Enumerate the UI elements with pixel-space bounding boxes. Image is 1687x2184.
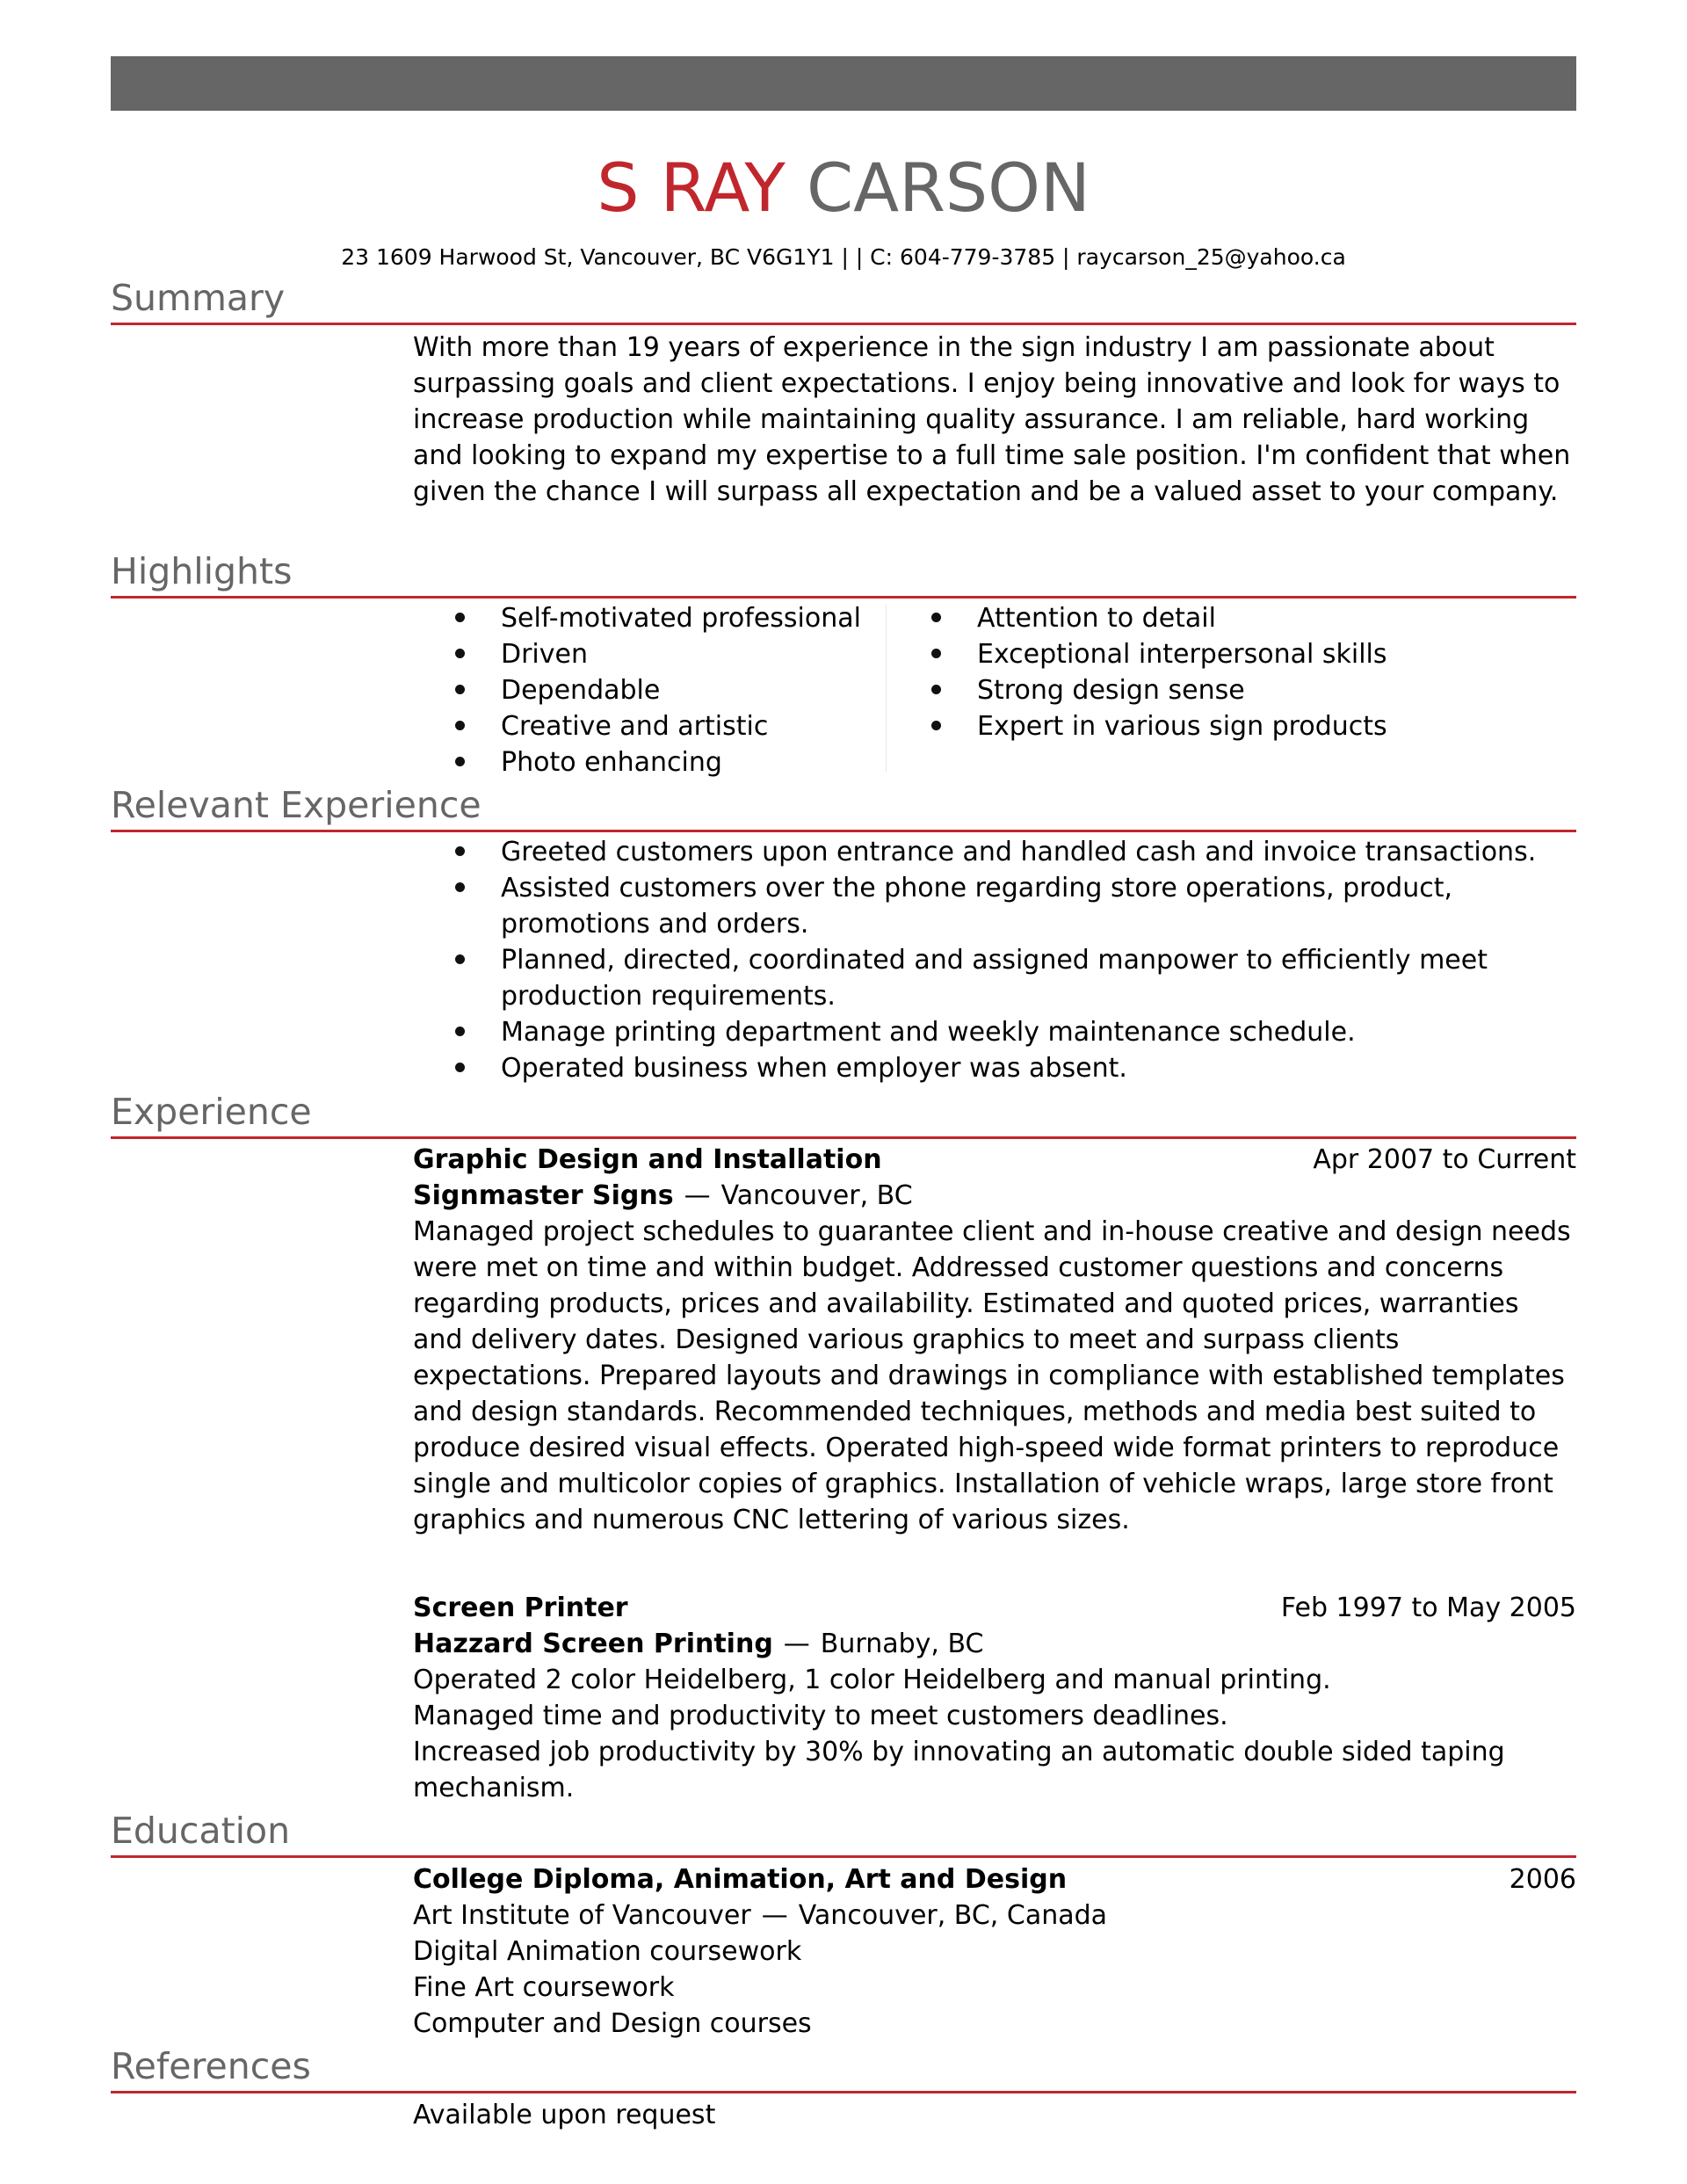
job-title-row	[413, 1590, 1576, 1626]
bullet-icon	[455, 613, 465, 622]
highlights-rule	[111, 596, 1576, 599]
list-item: Greeted customers upon entrance and handled cash and invoice transactions.	[413, 834, 1582, 870]
relevant-experience-heading: Relevant Experience	[111, 784, 481, 826]
references-text: Available upon request	[413, 2100, 716, 2130]
education-degree-row: College Diploma, Animation, Art and Design 2006	[413, 1861, 1576, 1897]
degree: College Diploma	[413, 1864, 655, 1895]
job-location: Vancouver, BC	[720, 1180, 913, 1211]
job-company: Hazzard Screen Printing	[413, 1629, 773, 1659]
job-title: Graphic Design and Installation	[413, 1144, 882, 1175]
job-location: Burnaby, BC	[820, 1629, 984, 1659]
bullet-icon	[455, 649, 465, 658]
list-item: Self-motivated professional	[413, 600, 887, 636]
summary-text: With more than 19 years of experience in the sign industry I am passionate about surpassing goals and client expectations. I enjoy being innovative and look for ways to increase production while maintaining quality assurance. I am reliable, hard working and looking to expand my expertise to a full time sale position. I'm confident that when given the chance I will surpass all expectation and be a valued asset to your company.	[413, 332, 1571, 507]
school-name: Art Institute of Vancouver	[413, 1900, 751, 1931]
bullet-icon	[931, 613, 941, 622]
education-heading: Education	[111, 1810, 291, 1852]
list-item: Photo enhancing	[413, 744, 887, 780]
bullet-icon	[455, 721, 465, 730]
highlights-right-list	[889, 600, 1575, 744]
bullet-icon	[455, 882, 465, 892]
list-item: Expert in various sign products	[889, 708, 1575, 744]
job-title-row	[413, 1142, 1576, 1178]
job-line: Managed time and productivity to meet customers deadlines.	[413, 1701, 1228, 1731]
bullet-icon	[931, 685, 941, 694]
list-item: Exceptional interpersonal skills	[889, 636, 1575, 672]
references-rule	[111, 2091, 1576, 2093]
job-line: Increased job productivity by 30% by innovating an automatic double sided taping mechanism.	[413, 1737, 1505, 1803]
education-line: Computer and Design courses	[413, 2008, 812, 2039]
school-location: Vancouver, BC, Canada	[798, 1900, 1108, 1931]
degree-field: Animation, Art and Design	[673, 1864, 1068, 1895]
list-item: Assisted customers over the phone regarding store operations, product, promotions and orders.	[413, 870, 1582, 942]
job-company-row	[413, 1178, 1576, 1214]
list-item: Creative and artistic	[413, 708, 887, 744]
bullet-icon	[455, 1027, 465, 1036]
bullet-icon	[455, 685, 465, 694]
list-item: Dependable	[413, 672, 887, 708]
list-item: Attention to detail	[889, 600, 1575, 636]
dash-separator: —	[684, 1180, 711, 1211]
list-item: Planned, directed, coordinated and assigned manpower to efficiently meet production requirements.	[413, 942, 1582, 1014]
education-line: Digital Animation coursework	[413, 1936, 802, 1967]
job-company: Signmaster Signs	[413, 1180, 674, 1211]
list-item: Manage printing department and weekly maintenance schedule.	[413, 1014, 1582, 1050]
bullet-icon	[455, 757, 465, 766]
education-line: Fine Art coursework	[413, 1972, 675, 2003]
bullet-icon	[931, 721, 941, 730]
education-school-row	[413, 1897, 1576, 1934]
job-dates: Feb 1997 to May 2005	[1280, 1593, 1576, 1623]
summary-heading: Summary	[111, 277, 286, 319]
education-year: 2006	[1509, 1864, 1576, 1895]
first-name: S RAY	[597, 149, 786, 227]
job-company-row	[413, 1626, 1576, 1662]
highlights-left-list	[413, 600, 887, 780]
job-description: Managed project schedules to guarantee client and in-house creative and design needs were met on time and within budget. Addressed customer questions and concerns regarding products, prices and availability. Estimated and quoted prices, warranties and delivery dates. Designed various graphics to meet and surpass clients expectations. Prepared layouts and drawings in compliance with established templates and design standards. Recommended techniques, methods and media best suited to produce desired visual effects. Operated high-speed wide format printers to reproduce single and multicolor copies of graphics. Installation of vehicle wraps, large store front graphics and numerous CNC lettering of various sizes.	[413, 1216, 1571, 1535]
column-divider	[886, 605, 887, 772]
dash-separator: —	[783, 1629, 810, 1659]
bullet-icon	[455, 846, 465, 856]
bullet-icon	[931, 649, 941, 658]
experience-heading: Experience	[111, 1091, 312, 1133]
job-dates: Apr 2007 to Current	[1313, 1144, 1576, 1175]
relevant-experience-list	[413, 834, 1582, 1086]
candidate-name	[0, 144, 1687, 232]
job-title: Screen Printer	[413, 1593, 628, 1623]
list-item: Operated business when employer was absent.	[413, 1050, 1582, 1086]
summary-rule	[111, 323, 1576, 325]
dash-separator: —	[761, 1900, 788, 1931]
bullet-icon	[455, 1063, 465, 1072]
last-name: CARSON	[807, 149, 1090, 227]
experience-rule	[111, 1136, 1576, 1139]
header-bar	[111, 56, 1576, 111]
job-line: Operated 2 color Heidelberg, 1 color Heidelberg and manual printing.	[413, 1665, 1331, 1695]
contact-info: 23 1609 Harwood St, Vancouver, BC V6G1Y1 | | C: 604-779-3785 | raycarson_25@yahoo.ca	[341, 244, 1346, 270]
list-item: Driven	[413, 636, 887, 672]
references-heading: References	[111, 2045, 311, 2087]
list-item: Strong design sense	[889, 672, 1575, 708]
relevant-experience-rule	[111, 830, 1576, 832]
bullet-icon	[455, 954, 465, 964]
highlights-heading: Highlights	[111, 550, 293, 592]
education-rule	[111, 1855, 1576, 1858]
